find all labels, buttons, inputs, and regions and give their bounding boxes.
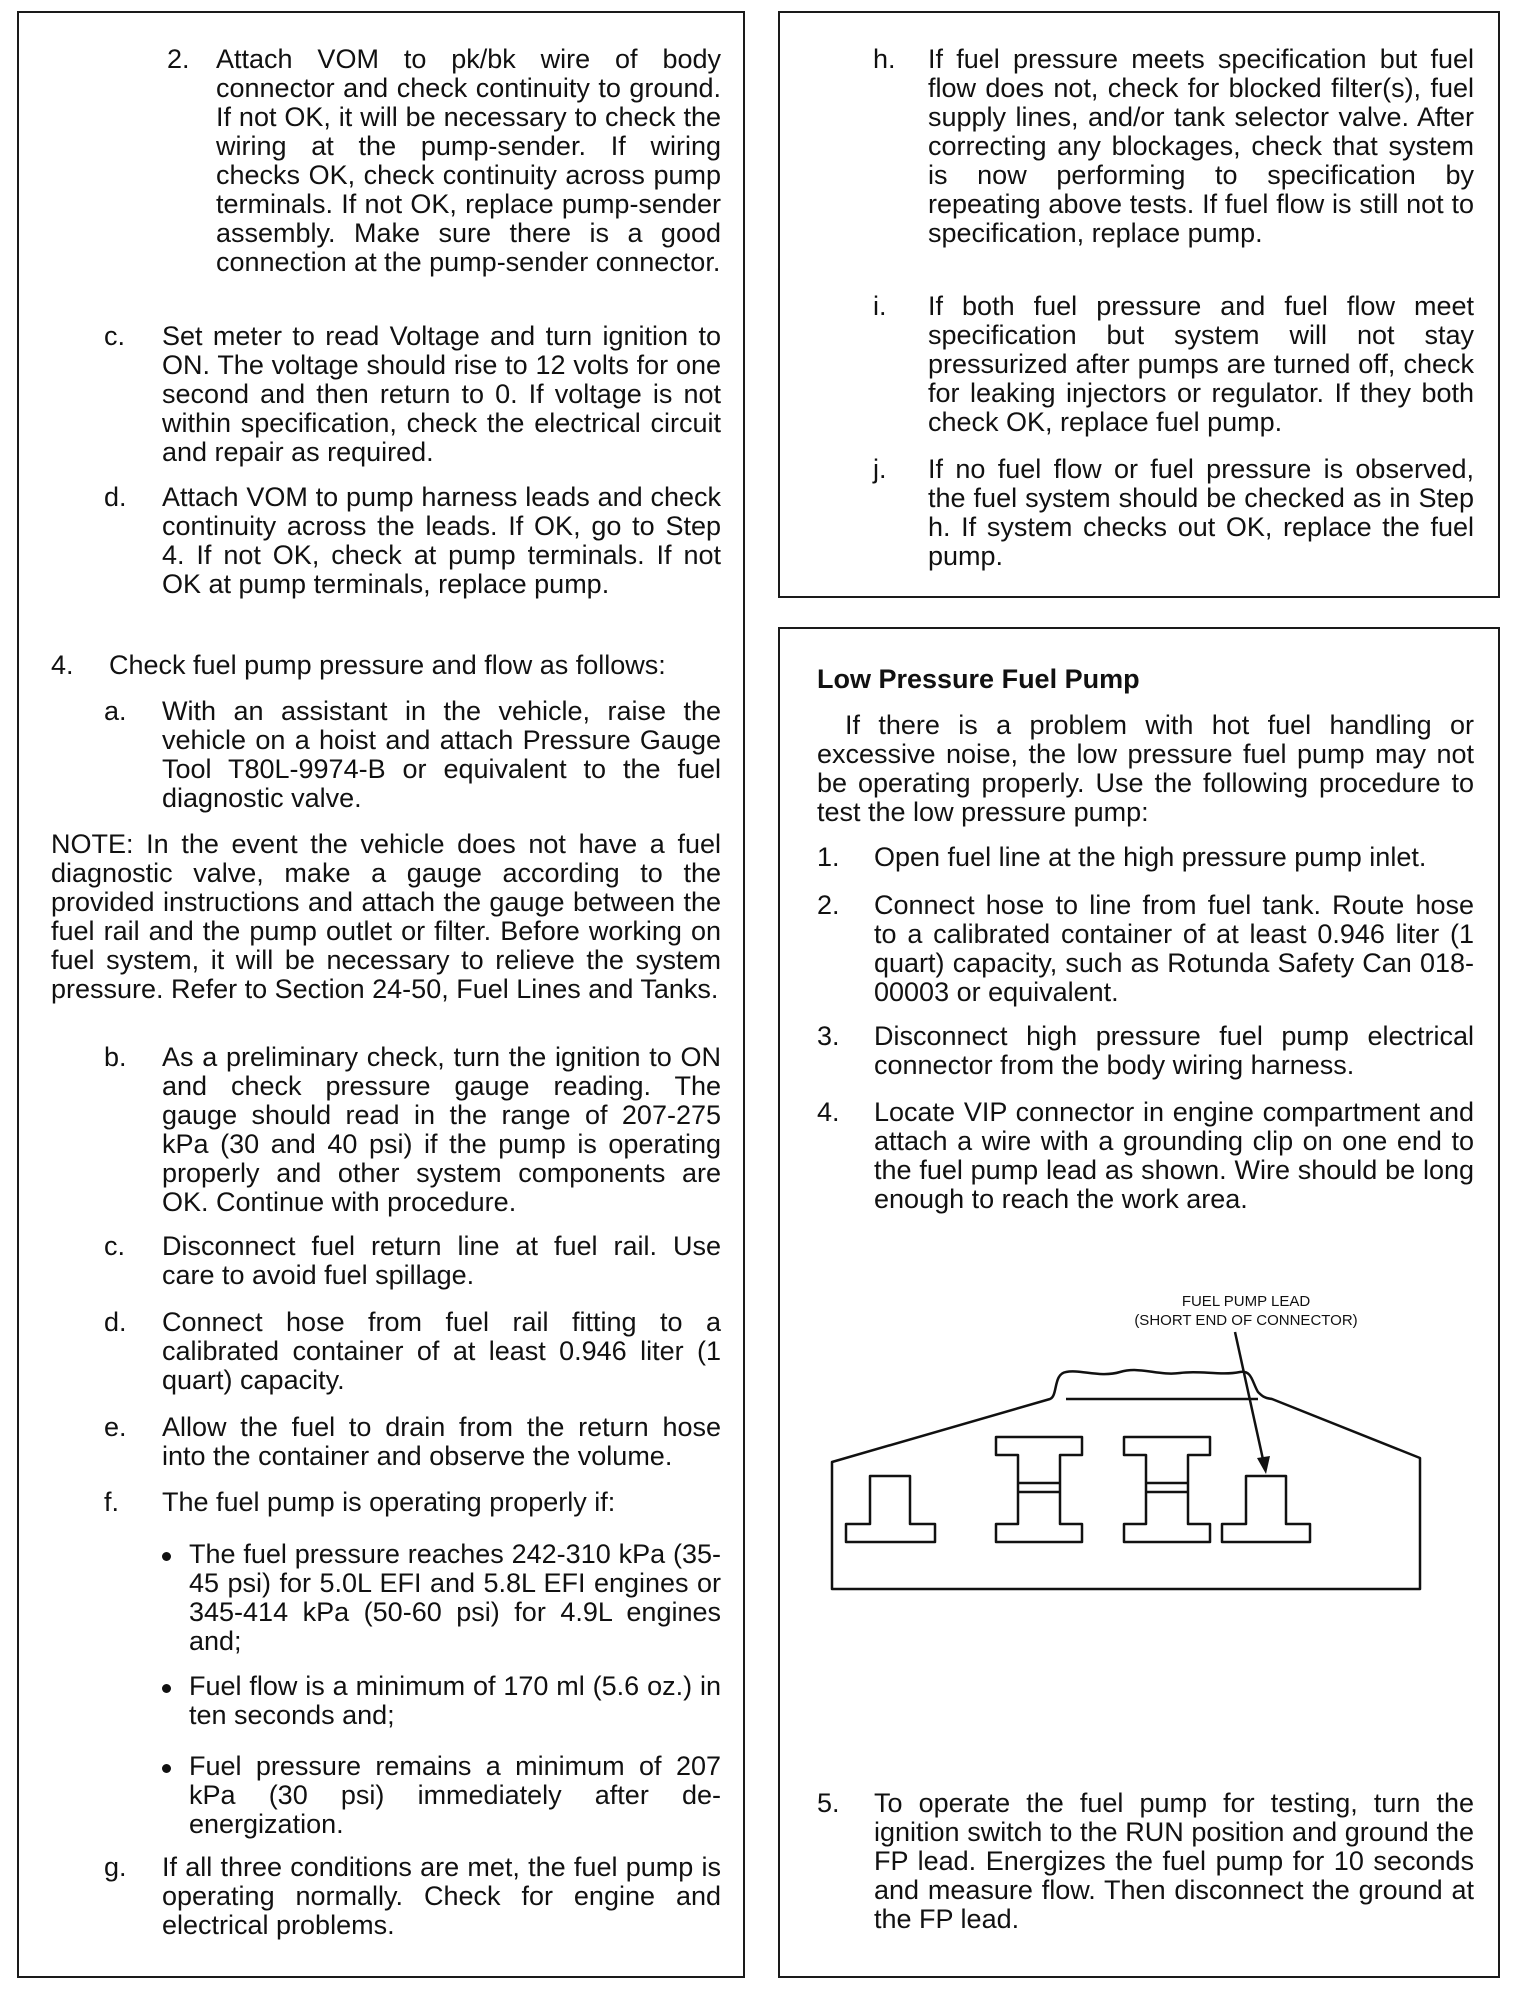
step-text: To operate the fuel pump for testing, turn the ignition switch to the RUN position and ground the FP lead. Energizes the fuel pump for 10 seconds and measure flow. Then disconnect the ground at the FP lead. [874, 1788, 1474, 1934]
vip-connector-diagram [780, 1284, 1500, 1604]
step-text: The fuel pump is operating properly if: [162, 1487, 616, 1517]
bullet-dot-icon [162, 1764, 171, 1773]
step-letter: b. [104, 1042, 127, 1072]
step-text: If fuel pressure meets specification but fuel flow does not, check for blocked filter(s), fuel supply lines, and/or tank selector valve. After correcting any blockages, check that system is now performing to specification by repeating above tests. If fuel flow is still not to specification, replace pump. [928, 44, 1474, 248]
step-text: If all three conditions are met, the fuel pump is operating normally. Check for engine and electrical problems. [162, 1852, 721, 1940]
step-number: 5. [817, 1788, 840, 1818]
step-letter: c. [104, 1231, 126, 1261]
step-letter: d. [104, 1307, 127, 1337]
step-letter: c. [104, 321, 126, 351]
step-text: If no fuel flow or fuel pressure is observed, the fuel system should be checked as in Step h. If system checks out OK, replace the fuel pump. [928, 454, 1474, 571]
step-text: Disconnect fuel return line at fuel rail. Use care to avoid fuel spillage. [162, 1231, 721, 1290]
terminal-fuel-pump-lead [1222, 1476, 1310, 1542]
step-letter: a. [104, 696, 127, 726]
step-letter: g. [104, 1852, 127, 1882]
step-number: 3. [817, 1021, 840, 1051]
terminal-i-1-bars [1018, 1483, 1060, 1492]
step-text: Connect hose to line from fuel tank. Route hose to a calibrated container of at least 0.946 liter (1 quart) capacity, such as Rotunda Safety Can 018-00003 or equivalent. [874, 890, 1474, 1007]
step-letter: i. [873, 291, 887, 321]
bullet-text: Fuel pressure remains a minimum of 207 kPa (30 psi) immediately after de-energization. [189, 1751, 721, 1839]
note-paragraph: NOTE: In the event the vehicle does not have a fuel diagnostic valve, make a gauge according to the provided instructions and attach the gauge between the fuel rail and the pump outlet or filter. Before working on fuel system, it will be necessary to relieve the system pressure. Refer to Section 24-50, Fuel Lines and Tanks. [51, 829, 721, 1004]
diagram-label-line2: (SHORT END OF CONNECTOR) [1134, 1312, 1358, 1329]
step-number: 4. [51, 650, 74, 680]
step-text: Set meter to read Voltage and turn ignition to ON. The voltage should rise to 12 volts for one second and then return to 0. If voltage is not within specification, check the electrical circuit and repair as required. [162, 321, 721, 467]
step-letter: h. [873, 44, 896, 74]
bullet-text: The fuel pressure reaches 242-310 kPa (35-45 psi) for 5.0L EFI and 5.8L EFI engines or 345-414 kPa (50-60 psi) for 4.9L engines and; [189, 1539, 721, 1656]
step-text: Attach VOM to pk/bk wire of body connector and check continuity to ground. If not OK, it will be necessary to check the wiring at the pump-sender. If wiring checks OK, check continuity across pump terminals. If not OK, replace pump-sender assembly. Make sure there is a good connection at the pump-sender connector. [216, 44, 721, 277]
step-letter: d. [104, 482, 127, 512]
connector-housing-outline [832, 1370, 1420, 1589]
step-text: As a preliminary check, turn the ignition to ON and check pressure gauge reading. The gauge should read in the range of 207-275 kPa (30 and 40 psi) if the pump is operating properly and other system components are OK. Continue with procedure. [162, 1042, 721, 1217]
right-top-box [778, 11, 1500, 598]
bullet-dot-icon [162, 1552, 171, 1561]
step-text: Open fuel line at the high pressure pump inlet. [874, 842, 1427, 872]
terminal-left [846, 1476, 935, 1542]
intro-paragraph: If there is a problem with hot fuel handling or excessive noise, the low pressure fuel pump may not be operating properly. Use the following procedure to test the low pressure pump: [817, 710, 1474, 827]
step-text: Attach VOM to pump harness leads and check continuity across the leads. If OK, go to Step 4. If not OK, check at pump terminals. If not OK at pump terminals, replace pump. [162, 482, 721, 599]
step-letter: e. [104, 1412, 127, 1442]
terminal-i-2 [1124, 1437, 1210, 1542]
right-bottom-box [778, 627, 1500, 1978]
step-letter: f. [104, 1487, 120, 1517]
step-text: Disconnect high pressure fuel pump electrical connector from the body wiring harness. [874, 1021, 1474, 1080]
terminal-i-2-bars [1146, 1483, 1188, 1492]
step-text: Locate VIP connector in engine compartment and attach a wire with a grounding clip on one end to the fuel pump lead as shown. Wire should be long enough to reach the work area. [874, 1097, 1474, 1214]
bullet-dot-icon [162, 1684, 171, 1693]
step-text: Allow the fuel to drain from the return hose into the container and observe the volume. [162, 1412, 721, 1471]
step-number: 4. [817, 1097, 840, 1127]
arrow-head-icon [1257, 1456, 1270, 1474]
step-text: Check fuel pump pressure and flow as follows: [109, 650, 666, 680]
bullet-text: Fuel flow is a minimum of 170 ml (5.6 oz.) in ten seconds and; [189, 1671, 721, 1730]
section-heading: Low Pressure Fuel Pump [817, 664, 1140, 694]
step-text: If both fuel pressure and fuel flow meet specification but system will not stay pressurized after pumps are turned off, check for leaking injectors or regulator. If they both check OK, replace fuel pump. [928, 291, 1474, 437]
step-number: 1. [817, 842, 840, 872]
diagram-label-line1: FUEL PUMP LEAD [1181, 1293, 1311, 1310]
terminal-i-1 [996, 1437, 1082, 1542]
step-number: 2. [817, 890, 840, 920]
step-text: With an assistant in the vehicle, raise the vehicle on a hoist and attach Pressure Gauge Tool T80L-9974-B or equivalent to the fuel diagnostic valve. [162, 696, 721, 813]
step-text: Connect hose from fuel rail fitting to a calibrated container of at least 0.946 liter (1 quart) capacity. [162, 1307, 721, 1395]
step-number: 2. [167, 44, 190, 74]
step-letter: j. [873, 454, 887, 484]
left-column-box [17, 11, 745, 1978]
